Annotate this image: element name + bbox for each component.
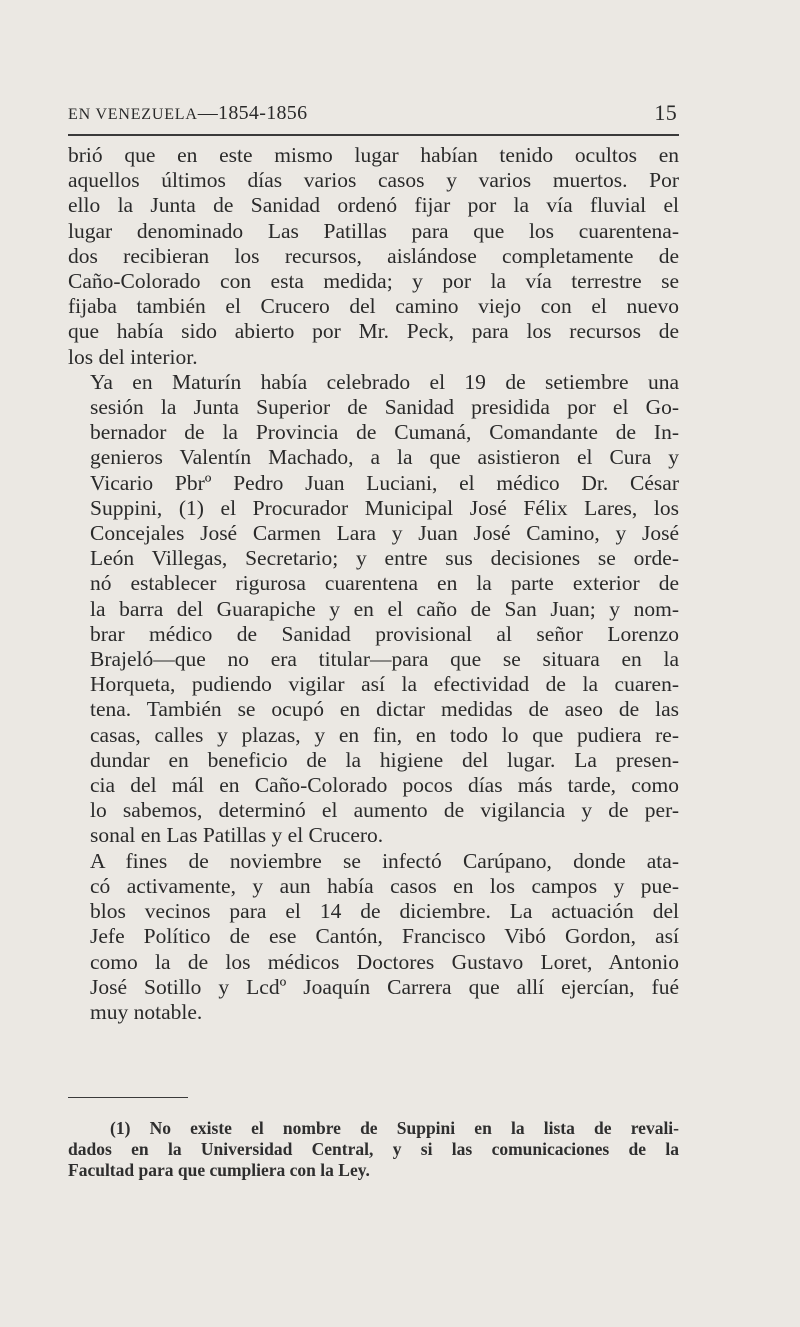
text-line: Ya en Maturín había celebrado el 19 de setiembre una	[90, 369, 679, 394]
footnote-line: dados en la Universidad Central, y si las comunicaciones de la	[68, 1139, 679, 1159]
text-line: muy notable.	[90, 999, 203, 1024]
text-line: dundar en beneficio de la higiene del lugar. La presen-	[90, 747, 679, 772]
text-line: genieros Valentín Machado, a la que asistieron el Cura y	[90, 445, 679, 470]
text-line: fijaba también el Crucero del camino viejo con el nuevo	[68, 294, 679, 319]
text-line: ello la Junta de Sanidad ordenó fijar por la vía fluvial el	[68, 193, 679, 218]
text-line: dos recibieran los recursos, aislándose completamente de	[68, 243, 679, 268]
text-line: León Villegas, Secretario; y entre sus decisiones se orde-	[90, 546, 679, 571]
running-title	[68, 102, 307, 125]
text-line: lugar denominado Las Patillas para que los cuarentena-	[68, 218, 679, 243]
text-line: Suppini, (1) el Procurador Municipal José Félix Lares, los	[90, 495, 679, 520]
text-line: bernador de la Provincia de Cumaná, Comandante de In-	[90, 420, 679, 445]
running-title-prefix: EN VENEZUELA	[68, 106, 198, 123]
text-line: lo sabemos, determinó el aumento de vigilancia y de per-	[90, 798, 679, 823]
text-line: Horqueta, pudiendo vigilar así la efectividad de la cuaren-	[90, 672, 679, 697]
text-line: Jefe Político de ese Cantón, Francisco Vibó Gordon, así	[90, 924, 679, 949]
text-line: tena. También se ocupó en dictar medidas de aseo de las	[90, 697, 679, 722]
footnote-line: (1) No existe el nombre de Suppini en la lista de revali-	[110, 1118, 679, 1138]
text-line: los del interior.	[68, 344, 198, 369]
running-title-years: —1854-1856	[197, 102, 308, 124]
text-line: aquellos últimos días varios casos y varios muertos. Por	[68, 168, 679, 193]
footnote-rule	[68, 1097, 188, 1098]
text-line: José Sotillo y Lcdº Joaquín Carrera que allí ejercían, fué	[90, 974, 679, 999]
text-line: Brajeló—que no era titular—para que se situara en la	[90, 647, 679, 672]
paragraph-1	[68, 143, 679, 370]
text-line: que había sido abierto por Mr. Peck, para los recursos de	[68, 319, 679, 344]
text-line: brió que en este mismo lugar habían tenido ocultos en	[68, 143, 679, 167]
text-line: Caño-Colorado con esta medida; y por la vía terrestre se	[68, 269, 679, 294]
text-line: sonal en Las Patillas y el Crucero.	[90, 823, 384, 848]
footnote	[68, 1118, 679, 1181]
footnote-line: Facultad para que cumpliera con la Ley.	[68, 1160, 370, 1180]
text-line: A fines de noviembre se infectó Carúpano, donde ata-	[90, 848, 679, 873]
text-line: nó establecer rigurosa cuarentena en la parte exterior de	[90, 571, 679, 596]
text-line: la barra del Guarapiche y en el caño de San Juan; y nom-	[90, 596, 679, 621]
running-head	[68, 100, 679, 136]
text-line: brar médico de Sanidad provisional al señor Lorenzo	[90, 621, 679, 646]
text-line: Vicario Pbrº Pedro Juan Luciani, el médico Dr. César	[90, 470, 679, 495]
paragraph-3	[68, 849, 679, 1025]
text-line: Concejales José Carmen Lara y Juan José Camino, y José	[90, 521, 679, 546]
text-line: como la de los médicos Doctores Gustavo Loret, Antonio	[90, 949, 679, 974]
page-number: 15	[654, 100, 677, 125]
text-line: casas, calles y plazas, y en fin, en todo lo que pudiera re-	[90, 722, 679, 747]
text-line: cia del mál en Caño-Colorado pocos días más tarde, como	[90, 773, 679, 798]
paragraph-2	[68, 370, 679, 849]
text-line: sesión la Junta Superior de Sanidad presidida por el Go-	[90, 395, 679, 420]
text-line: blos vecinos para el 14 de diciembre. La actuación del	[90, 899, 679, 924]
body-text	[68, 143, 679, 1025]
text-line: có activamente, y aun había casos en los campos y pue-	[90, 873, 679, 898]
